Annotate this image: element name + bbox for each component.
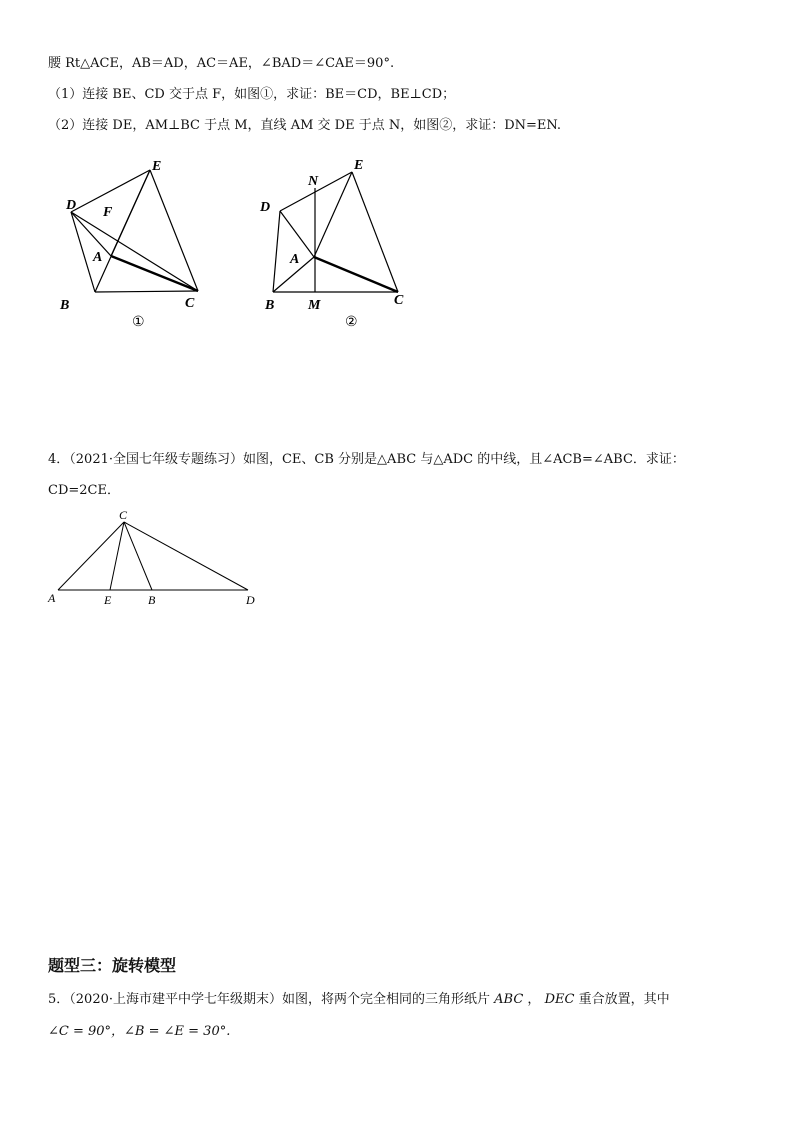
problem4-line1: 4．（2021·全国七年级专题练习）如图，CE、CB 分别是△ABC 与△ADC 的中线，且∠ACB=∠ABC．求证：	[48, 452, 685, 467]
fig2-label-D: D	[260, 200, 271, 215]
fig1-label-A: A	[93, 250, 103, 265]
fig1-label-F: F	[103, 205, 113, 220]
problem5-prefix: 5．（2020·上海市建平中学七年级期末）如图，将两个完全相同的三角形纸片	[48, 992, 490, 1007]
figure-3	[0, 500, 300, 615]
fig3-label-B: B	[148, 593, 156, 607]
fig2-label-N: N	[308, 174, 319, 189]
problem3-line1: 腰 Rt△ACE，AB＝AD，AC＝AE，∠BAD＝∠CAE＝90°.	[48, 56, 395, 71]
problem3-part1: （1）连接 BE、CD 交于点 F，如图①，求证：BE＝CD，BE⊥CD；	[48, 87, 456, 102]
fig1-label-E: E	[152, 159, 162, 174]
section-heading: 题型三：旋转模型	[48, 956, 177, 975]
figure-1	[0, 0, 794, 340]
fig3-label-D: D	[246, 593, 255, 607]
problem5-suffix: 重合放置，其中	[578, 992, 670, 1007]
fig2-label-A: A	[290, 252, 300, 267]
fig3-label-A: A	[48, 591, 56, 605]
fig1-label-C: C	[185, 296, 195, 311]
fig1-label-B: B	[60, 298, 70, 313]
fig1-label-D: D	[66, 198, 77, 213]
fig2-label-C: C	[394, 293, 404, 308]
problem5-dec: DEC	[544, 992, 575, 1007]
fig3-label-E: E	[104, 593, 112, 607]
problem5-line1	[48, 991, 670, 1009]
fig2-label-B: B	[265, 298, 275, 313]
fig2-label-E: E	[354, 158, 364, 173]
problem3-part2: （2）连接 DE，AM⊥BC 于点 M，直线 AM 交 DE 于点 N，如图②，求证：DN=EN.	[48, 118, 562, 133]
fig2-caption: ②	[345, 315, 358, 330]
problem5-line2: ∠C = 90°，∠B = ∠E = 30°.	[48, 1024, 231, 1039]
problem4-line2: CD=2CE．	[48, 483, 120, 498]
fig3-label-C: C	[119, 508, 128, 522]
problem5-sep: ，	[527, 992, 541, 1007]
fig1-caption: ①	[132, 315, 145, 330]
fig2-label-M: M	[308, 298, 321, 313]
problem5-abc: ABC	[494, 992, 524, 1007]
